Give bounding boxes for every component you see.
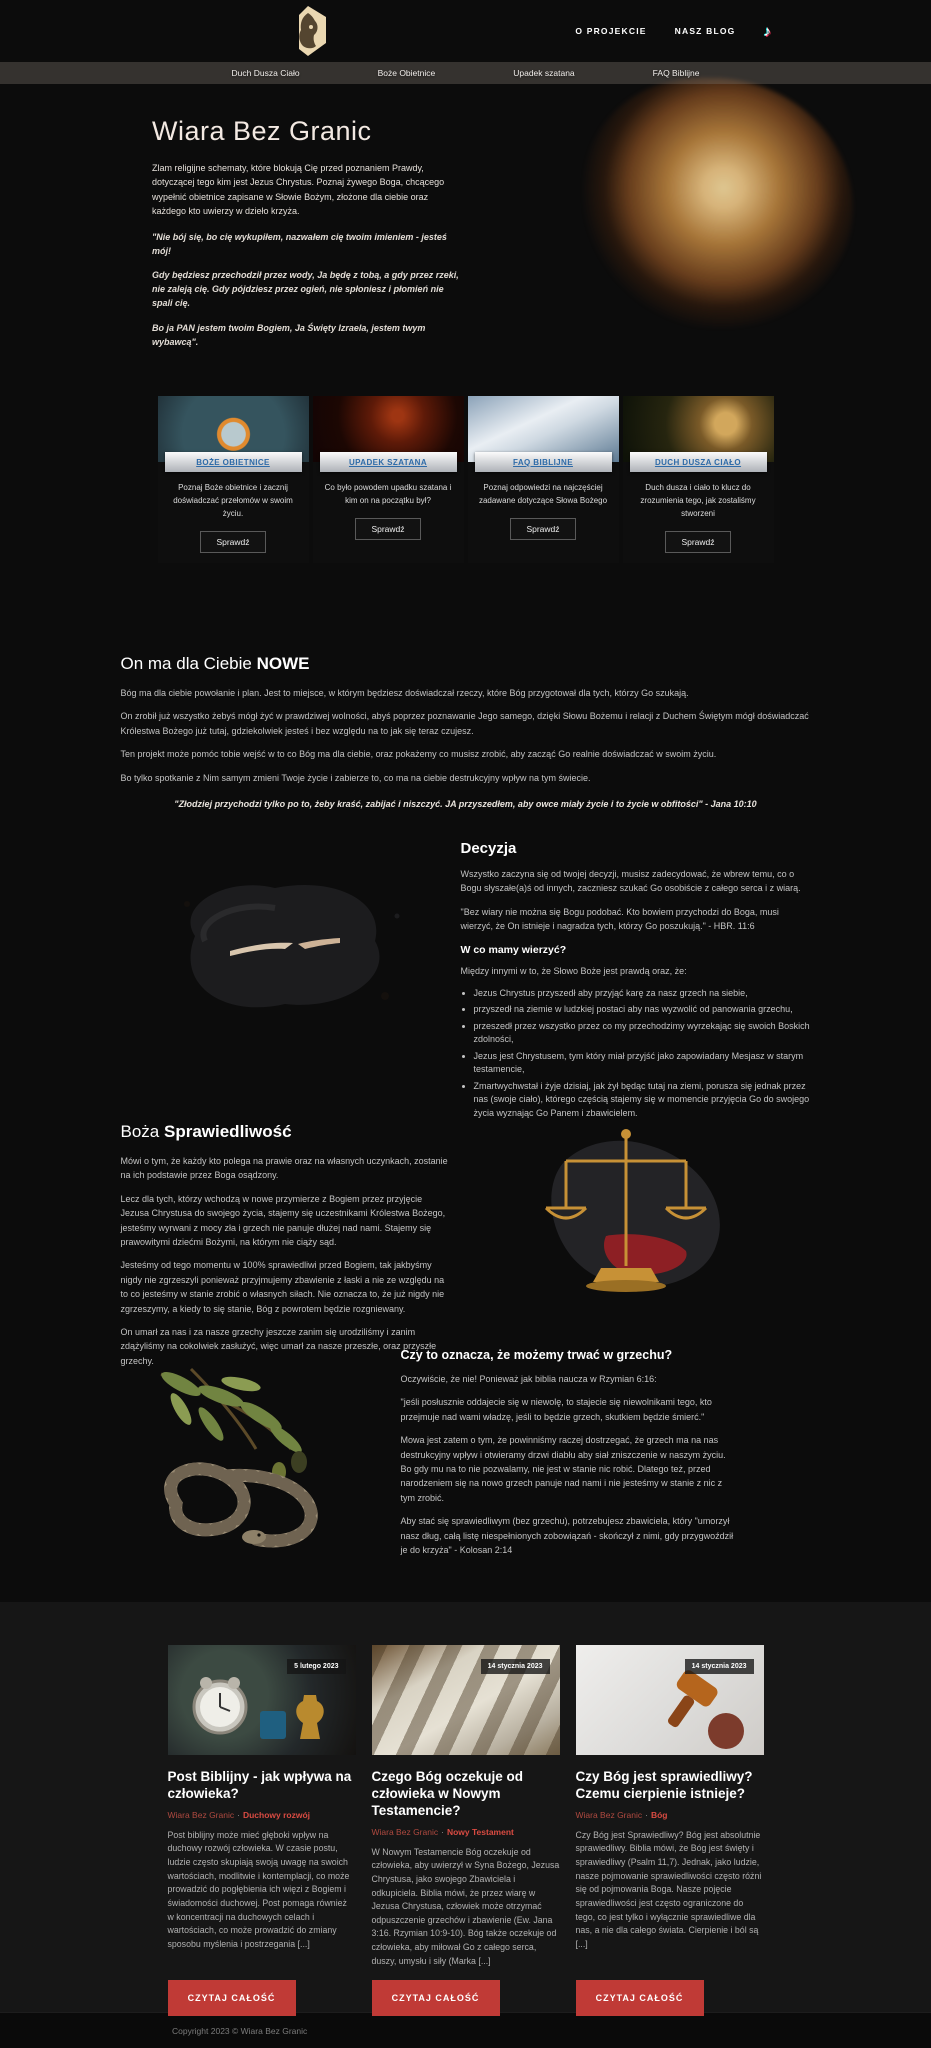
section-heading: Decyzja [460, 840, 517, 857]
post-title[interactable]: Czy Bóg jest sprawiedliwy? Czemu cierpienie istnieje? [575, 1769, 753, 1801]
card-label-bar [475, 452, 612, 472]
copyright-text: Copyright 2023 © Wiara Bez Granic [172, 2025, 308, 2036]
alarm-clock-still-life-art[interactable] [168, 1645, 356, 1755]
post-title[interactable]: Post Biblijny - jak wpływa na człowieka? [167, 1769, 352, 1801]
paragraph: Lecz dla tych, którzy wchodzą w nowe przymierze z Bogiem przez przyjęcie Jezusa Chrystusa do swojego życia, stajemy się uczestnikami Królestwa Bożego, jesteśmy wyrwani z mocy zła i grzech nie panuje dłużej nad nami. Stajemy się prawowitymi dziećmi Bożymi, na którym nie ciąży sąd. [120, 1193, 446, 1247]
belief-list [474, 987, 811, 1121]
card-boze-obietnice [158, 396, 309, 562]
nav-duch-dusza-cialo[interactable]: Duch Dusza Ciało [231, 68, 300, 78]
blog-post-card [372, 1645, 560, 2016]
scripture-quote: "jeśli posłusznie oddajecie się w niewolę, to stajecie się niewolnikami tego, kto przejmuje nad wami władzę, jeśli to będzie grzech, skutkiem będzie śmierć." [400, 1397, 712, 1422]
hero-scripture-3: Bo ja PAN jestem twoim Bogiem, Ja Święty Izraela, jestem twym wybawcą". [152, 323, 426, 348]
section-heading: Boża Sprawiedliwość [120, 1122, 292, 1141]
scripture-quote: "Bez wiary nie można się Bogu podobać. Kto bowiem przychodzi do Boga, musi wierzyć, że On istnieje i nagradza tych, którzy Go poszukują." - HBR. 11:6 [460, 906, 779, 932]
hero-section [0, 0, 931, 612]
post-site-link[interactable]: Wiara Bez Granic [371, 1826, 439, 1837]
gavel-art[interactable] [576, 1645, 764, 1755]
czytaj-calosc-button[interactable]: CZYTAJ CAŁOŚĆ [168, 1980, 296, 2016]
topic-cards-row [0, 396, 931, 562]
open-book-art [468, 396, 619, 467]
footer [0, 2012, 931, 2048]
olive-branch-snake-art [121, 1354, 371, 1564]
hero-scripture-2: Gdy będziesz przechodził przez wody, Ja będę z tobą, a gdy przez rzeki, nie zaleją cię. Gdy pójdziesz przez ogień, nie spłoniesz i płomień nie spali cię. [152, 270, 459, 309]
card-link-upadek-szatana[interactable]: UPADEK SZATANA [348, 457, 428, 467]
card-label-bar [320, 452, 457, 472]
list-item: • przyszedł na ziemie w ludzkiej postaci aby nas wyzwolić od panowania grzechu, [474, 1003, 811, 1017]
card-duch-dusza-cialo [623, 396, 774, 562]
card-link-faq-biblijne[interactable]: FAQ BIBLIJNE [513, 457, 573, 467]
blog-post-card [576, 1645, 764, 2016]
devil-silhouette-art [313, 396, 464, 467]
paragraph: Oczywiście, że nie! Ponieważ jak biblia naucza w Rzymian 6:16: [400, 1374, 657, 1384]
sprawdz-button[interactable]: Sprawdź [510, 518, 575, 540]
fiery-ring-art [158, 396, 309, 467]
newspaper-art[interactable] [372, 1645, 560, 1755]
hero-intro: Zlam religijne schematy, które blokują Cię przed poznaniem Prawdy, dotyczącej tego kim jest Jezus Chrystus. Poznaj żywego Boga, chcącego wypełnić obietnice zapisane w Słowie Bożym, złożone dla ciebie oraz każdego kto uwierzy w dzieło krzyża. [152, 163, 445, 217]
lion-hero-image [583, 78, 853, 328]
sprawdz-button[interactable]: Sprawdź [665, 531, 730, 553]
post-site-link[interactable]: Wiara Bez Granic [575, 1809, 643, 1820]
sprawdz-button[interactable]: Sprawdź [355, 518, 420, 540]
czytaj-calosc-button[interactable]: CZYTAJ CAŁOŚĆ [576, 1980, 704, 2016]
paragraph: Mówi o tym, że każdy kto polega na prawie oraz na własnych uczynkach, zostanie na ich podstawie przez Boga osądzony. [120, 1156, 448, 1181]
post-category-link[interactable]: Bóg [650, 1809, 668, 1820]
post-category-link[interactable]: Duchowy rozwój [242, 1809, 311, 1820]
paragraph: On umarł za nas i za nasze grzechy jeszcze zanim się urodziliśmy i zanim zdążyliśmy na cokolwiek zasłużyć, więc umarł za nasze przeszłe, oraz przyszłe grzechy. [120, 1326, 437, 1366]
top-header [0, 0, 931, 62]
card-description: Poznaj Boże obietnice i zacznij doświadczać przełomów w swoim życiu. [173, 483, 293, 518]
section-heading: Czy to oznacza, że możemy trwać w grzechu? [400, 1348, 673, 1362]
sub-heading: W co mamy wierzyć? [460, 943, 567, 956]
nav-faq-biblijne[interactable]: FAQ Biblijne [652, 68, 700, 78]
list-item: • Jezus jest Chrystusem, tym który miał przyjść jako zapowiadany Mesjasz w starym testamencie, [474, 1050, 811, 1077]
card-label-bar [165, 452, 302, 472]
nav-boze-obietnice[interactable]: Boże Obietnice [377, 68, 436, 78]
menu-nasz-blog[interactable]: NASZ BLOG [674, 26, 736, 36]
lion-logo[interactable] [285, 5, 331, 57]
card-description: Poznaj odpowiedzi na najczęściej zadawane dotyczące Słowa Bożego [478, 483, 608, 505]
paragraph: Aby stać się sprawiedliwym (bez grzechu), potrzebujesz zbawiciela, który "umorzył nasz dług, całą listę niespełnionych zobowiązań - skończył z nimi, gdy przygwoździł je do krzyża" - Kolosan 2:14 [400, 1516, 734, 1555]
meta-separator: · [237, 1809, 240, 1820]
paragraph: Bo tylko spotkanie z Nim samym zmieni Twoje życie i zabierze to, co ma na ciebie destrukcyjny wpływ na tym świecie. [120, 772, 591, 783]
meta-separator: · [441, 1826, 444, 1837]
section-nowe [0, 612, 931, 818]
card-link-duch-dusza-cialo[interactable]: DUCH DUSZA CIAŁO [654, 457, 742, 467]
post-excerpt: Post biblijny może mieć głęboki wpływ na duchowy rozwój człowieka. W czasie postu, ludzie często skupiają swoją uwagę na swoich wartościach, modlitwie i kontemplacji, co może prowadzić do pogłębienia ich więzi z Bogiem i świadomości duchowej. Post pomaga również w koncentracji na duchowych celach i wartościach, co może prowadzić do zmiany sposobu myślenia i postrzegania [...] [167, 1829, 350, 1949]
post-site-link[interactable]: Wiara Bez Granic [167, 1809, 235, 1820]
card-description: Duch dusza i ciało to klucz do zrozumienia tego, jak zostaliśmy stworzeni [640, 483, 756, 518]
list-item: • Jezus Chrystus przyszedł aby przyjąć karę za nasz grzech na siebie, [474, 987, 811, 1001]
post-meta [372, 1827, 560, 1837]
tiktok-icon[interactable]: ♪ [763, 22, 771, 40]
golden-lion-art [623, 396, 774, 467]
paragraph: Ten projekt może pomóc tobie wejść w to co Bóg ma dla ciebie, oraz pokażemy co musisz zrobić, aby zacząć Go realnie doświadczać w swoim życiu. [120, 749, 717, 760]
post-date-badge: 5 lutego 2023 [287, 1659, 345, 1674]
post-date-badge: 14 stycznia 2023 [481, 1659, 550, 1674]
section-heading: On ma dla Ciebie NOWE [120, 654, 310, 673]
czytaj-calosc-button[interactable]: CZYTAJ CAŁOŚĆ [372, 1980, 500, 2016]
card-description: Co było powodem upadku szatana i kim on na początku był? [324, 483, 452, 505]
scripture-quote: "Złodziej przychodzi tylko po to, żeby kraść, zabijać i niszczyć. JA przyszedłem, aby owce miały życie i to życie w obfitości" - Jana 10:10 [174, 798, 757, 809]
paragraph: Wszystko zaczyna się od twojej decyzji, musisz zadecydować, że wbrew temu, co o Bogu słyszałe(a)ś od innych, zaczniesz szukać Go osobiście z całego serca i z wiarą. [460, 869, 801, 894]
meta-separator: · [645, 1809, 648, 1820]
post-excerpt: Czy Bóg jest Sprawiedliwy? Bóg jest absolutnie sprawiedliwy. Biblia mówi, że Bóg jest święty i sprawiedliwy (Psalm 11,7). Jednak, jako ludzie, nasze pojmowanie sprawiedliwości często różni się od pojmowania Boga. Nasze pojęcie sprawiedliwości jest często ograniczone do tego, co jest tylko i wyłącznie sprawiedliwe dla nas, a nie dla całego świata. Cierpienie i ból są [...] [575, 1829, 762, 1949]
sprawdz-button[interactable]: Sprawdź [200, 531, 265, 553]
section-grzech [121, 1338, 811, 1602]
header-menu [575, 24, 771, 39]
hero-content [152, 116, 464, 350]
section-decyzja [121, 818, 811, 1118]
post-title[interactable]: Czego Bóg oczekuje od człowieka w Nowym Testamencie? [371, 1769, 524, 1818]
section-blog [0, 1602, 931, 2012]
paragraph: Bóg ma dla ciebie powołanie i plan. Jest to miejsce, w którym będziesz doświadczał rzeczy, które Bóg przygotował dla tych, którzy Go szukają. [120, 688, 689, 698]
paragraph: On zrobił już wszystko żebyś mógł żyć w prawdziwej wolności, abyś poprzez poznawanie Jego samego, dzięki Słowu Bożemu i relacji z Duchem Świętym mógł doświadczać Królestwa Bożego już tutaj, gdziekolwiek jesteś i bez względu na to jak się teraz czujesz. [120, 711, 809, 736]
paragraph: Mowa jest zatem o tym, że powinniśmy raczej dostrzegać, że grzech ma na nas destrukcyjny wpływ i otwieramy drzwi diabłu aby siał zniszczenie w naszym życiu. Bo gdy mu na to nie pozwalamy, nie jest w stanie nic robić. Dlatego też, przed narodzeniem się na nowo grzech panuje nad nami i nie jesteśmy w stanie z nic z tym zrobić. [400, 1435, 726, 1503]
paragraph: Jesteśmy od tego momentu w 100% sprawiedliwi przed Bogiem, tak jakbyśmy nigdy nie zgrzeszyli ponieważ przyjmujemy zbawienie z łaski a nie ze względu na to co jesteśmy w stanie zrobić o własnych siłach. Nie oznacza to, że już nigdy nie zgrzeszymy, a kiedy to się stanie, Bóg z powrotem będzie rozgniewany. [120, 1260, 445, 1314]
scales-of-justice-art [511, 1116, 741, 1316]
post-date-badge: 14 stycznia 2023 [685, 1659, 754, 1674]
card-label-bar [630, 452, 767, 472]
main-navbar [0, 62, 931, 84]
blog-post-card [168, 1645, 356, 2016]
page-title: Wiara Bez Granic [152, 116, 372, 146]
hero-scripture-1: "Nie bój się, bo cię wykupiłem, nazwałem cię twoim imieniem - jesteś mój! [152, 231, 447, 256]
list-item: • przeszedł przez wszystko przez co my przechodzimy wyrzekając się swoich Boskich zdolności, [474, 1020, 811, 1047]
nav-upadek-szatana[interactable]: Upadek szatana [513, 68, 575, 78]
list-item: • Zmartwychwstał i żyje dzisiaj, jak żył będąc tutaj na ziemi, porusza się jednak przez nas (swoje ciało), którego częścią stajemy się w momencie przyjęcia Go do swojego życia wyznając Go Panem i zbawicielem. [474, 1080, 811, 1121]
post-category-link[interactable]: Nowy Testament [446, 1826, 514, 1837]
post-excerpt: W Nowym Testamencie Bóg oczekuje od człowieka, aby uwierzył w Syna Bożego, Jezusa Chrystusa, jako swojego Zbawiciela i odkupiciela. Biblia mówi, że przez wiarę w Jezusa Chrystusa, człowiek może otrzymać odpuszczenie grzechów i zbawienie (Ew. Jana 3:16. Rzymian 10:9-10). Bóg także oczekuje od człowieka, aby miłował Go z całego serca, duszy, umysłu i siły (Marka [...] [371, 1846, 560, 1966]
menu-o-projekcie[interactable]: O PROJEKCIE [575, 26, 647, 36]
hands-paint-splash-art [135, 846, 435, 1046]
card-upadek-szatana [313, 396, 464, 562]
card-faq-biblijne [468, 396, 619, 562]
post-meta [576, 1810, 764, 1820]
card-link-boze-obietnice[interactable]: BOŻE OBIETNICE [196, 457, 270, 467]
paragraph: Między innymi w to, że Słowo Boże jest prawdą oraz, że: [460, 965, 687, 976]
post-meta [168, 1810, 356, 1820]
